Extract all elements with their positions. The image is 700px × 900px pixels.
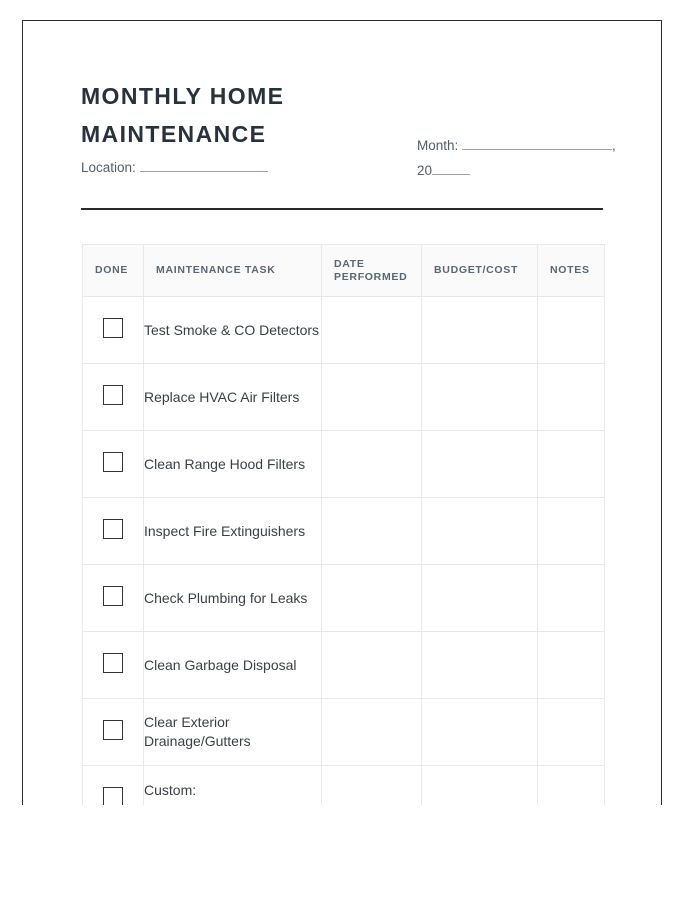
cell-budget-cost[interactable]	[422, 364, 538, 431]
cell-task	[144, 431, 322, 498]
cell-notes[interactable]	[538, 297, 605, 364]
month-label: Month:	[417, 138, 459, 153]
checkbox-icon[interactable]	[103, 452, 123, 472]
location-label: Location:	[81, 160, 136, 175]
cell-date-performed[interactable]	[322, 498, 422, 565]
checkbox-icon[interactable]	[103, 318, 123, 338]
column-header-budget: BUDGET/COST	[422, 245, 538, 297]
table-row	[83, 364, 605, 431]
cell-task	[144, 364, 322, 431]
document-header	[81, 21, 603, 147]
task-label: Inspect Fire Extinguishers	[144, 522, 306, 539]
table-row	[83, 632, 605, 699]
cell-date-performed[interactable]	[322, 431, 422, 498]
column-header-task: MAINTENANCE TASK	[144, 245, 322, 297]
cell-task	[144, 766, 322, 806]
cell-done[interactable]	[83, 699, 144, 766]
cell-task	[144, 632, 322, 699]
cell-done[interactable]	[83, 766, 144, 806]
date-fields	[417, 133, 616, 183]
cell-budget-cost[interactable]	[422, 699, 538, 766]
task-label: Check Plumbing for Leaks	[144, 589, 308, 606]
month-write-in-line[interactable]	[462, 137, 612, 150]
table-row	[83, 565, 605, 632]
year-write-in-line[interactable]	[432, 162, 470, 175]
checkbox-icon[interactable]	[103, 787, 123, 806]
cell-notes[interactable]	[538, 364, 605, 431]
cell-task	[144, 498, 322, 565]
table-header	[83, 245, 605, 297]
cell-budget-cost[interactable]	[422, 766, 538, 806]
page-content	[81, 21, 616, 178]
table-row	[83, 498, 605, 565]
cell-notes[interactable]	[538, 431, 605, 498]
cell-done[interactable]	[83, 632, 144, 699]
cell-budget-cost[interactable]	[422, 632, 538, 699]
task-label: Replace HVAC Air Filters	[144, 388, 300, 405]
cell-notes[interactable]	[538, 699, 605, 766]
location-write-in-line[interactable]	[140, 159, 268, 172]
cell-done[interactable]	[83, 565, 144, 632]
cell-budget-cost[interactable]	[422, 498, 538, 565]
cell-date-performed[interactable]	[322, 364, 422, 431]
checkbox-icon[interactable]	[103, 385, 123, 405]
year-field[interactable]	[417, 158, 616, 183]
cell-done[interactable]	[83, 364, 144, 431]
cell-done[interactable]	[83, 431, 144, 498]
cell-budget-cost[interactable]	[422, 297, 538, 364]
task-label: Clean Range Hood Filters	[144, 455, 306, 472]
table-body	[83, 297, 605, 806]
header-divider	[81, 208, 603, 210]
cell-notes[interactable]	[538, 632, 605, 699]
cell-budget-cost[interactable]	[422, 565, 538, 632]
cell-date-performed[interactable]	[322, 297, 422, 364]
location-field[interactable]	[81, 159, 268, 175]
column-header-done: DONE	[83, 245, 144, 297]
month-field[interactable]	[417, 133, 616, 158]
table-header-row	[83, 245, 605, 297]
cell-task	[144, 297, 322, 364]
maintenance-task-table	[82, 244, 605, 805]
table-row	[83, 297, 605, 364]
document-page	[22, 20, 662, 805]
cell-notes[interactable]	[538, 766, 605, 806]
month-comma: ,	[612, 138, 616, 153]
cell-task	[144, 565, 322, 632]
cell-budget-cost[interactable]	[422, 431, 538, 498]
table-row	[83, 766, 605, 806]
column-header-date: DATE PERFORMED	[322, 245, 422, 297]
checkbox-icon[interactable]	[103, 653, 123, 673]
cell-done[interactable]	[83, 498, 144, 565]
checkbox-icon[interactable]	[103, 519, 123, 539]
table-row	[83, 431, 605, 498]
cell-date-performed[interactable]	[322, 766, 422, 806]
cell-notes[interactable]	[538, 498, 605, 565]
task-label: Clear Exterior Drainage/Gutters	[144, 714, 251, 749]
checkbox-icon[interactable]	[103, 586, 123, 606]
table-row	[83, 699, 605, 766]
year-prefix: 20	[417, 163, 433, 178]
cell-date-performed[interactable]	[322, 699, 422, 766]
checkbox-icon[interactable]	[103, 720, 123, 740]
custom-task-write-in-line[interactable]	[144, 802, 294, 805]
cell-done[interactable]	[83, 297, 144, 364]
column-header-notes: NOTES	[538, 245, 605, 297]
page-title: MONTHLY HOME MAINTENANCE	[81, 83, 285, 147]
cell-date-performed[interactable]	[322, 565, 422, 632]
cell-date-performed[interactable]	[322, 632, 422, 699]
task-label: Custom:	[144, 782, 197, 798]
cell-notes[interactable]	[538, 565, 605, 632]
task-label: Clean Garbage Disposal	[144, 656, 297, 673]
cell-task	[144, 699, 322, 766]
task-label: Test Smoke & CO Detectors	[144, 321, 320, 338]
